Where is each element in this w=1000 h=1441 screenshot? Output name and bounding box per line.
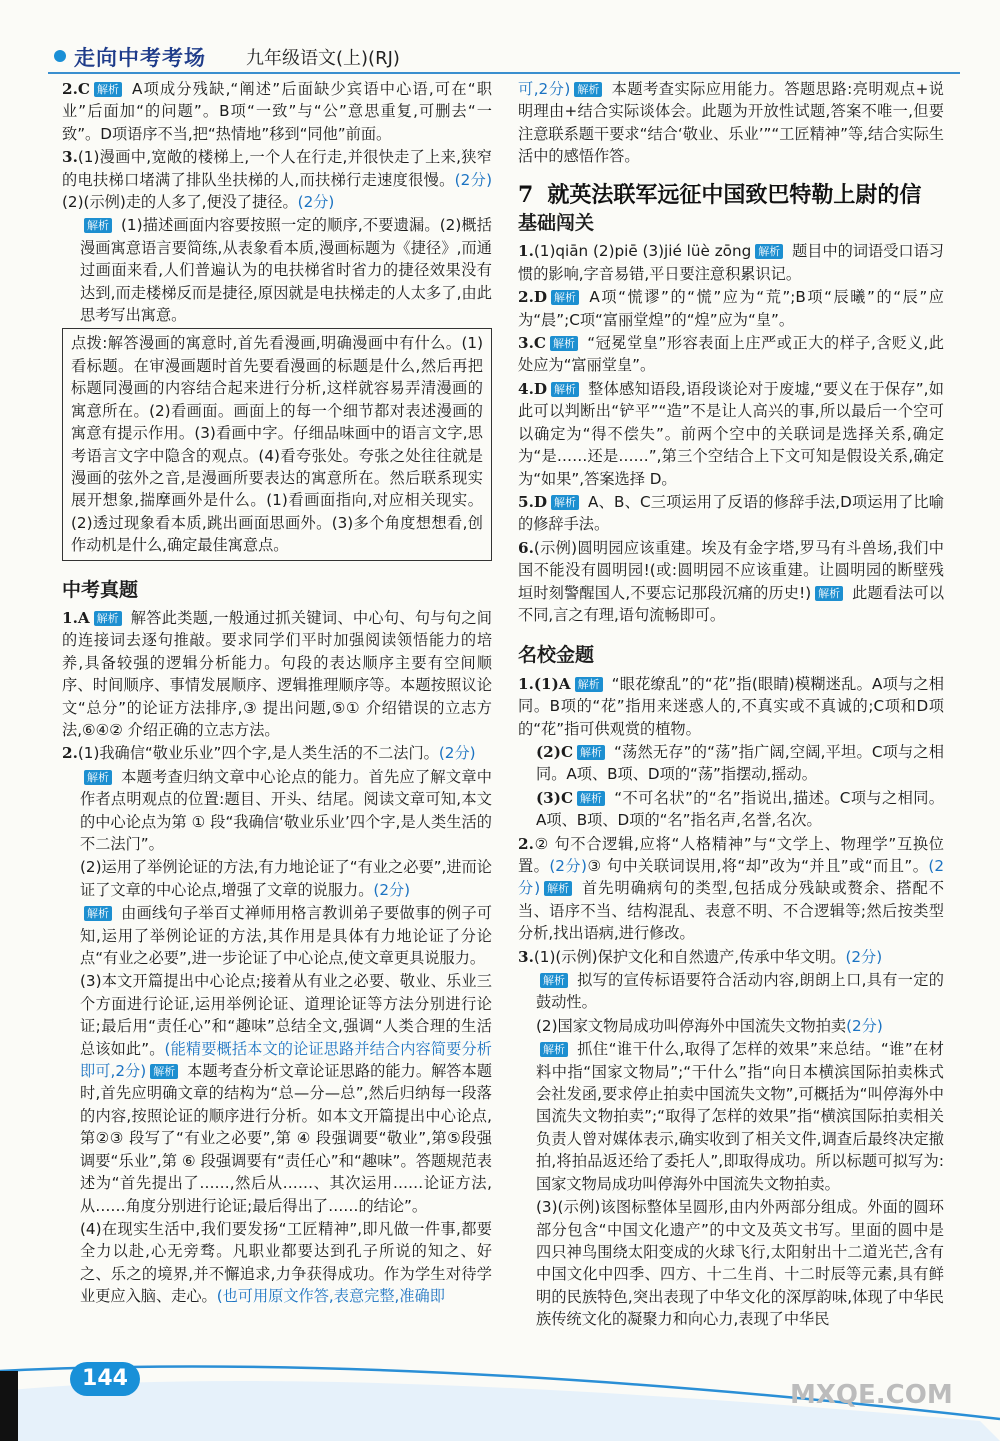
answer-item: (3)C 解析 “不可名状”的“名”指说出,描述。C项与之相同。A项、B项、D项的“名”指名声,名誉,名次。 (536, 788, 944, 830)
analysis-tag: 解析 (94, 82, 122, 97)
watermark: MXQE.COM (790, 1380, 953, 1410)
analysis-tag: 解析 (84, 906, 112, 921)
answer-item: (4)在现实生活中,我们要发扬“工匠精神”,即凡做一件事,都要全力以赴,心无旁骛。凡职业都要达到孔子所说的知之、好之、乐之的境界,并不懈追求,力争获得成功。作为学生对待学业更应入脑、走心。(也可用原文作答,表意完整,准确即 (80, 1219, 492, 1306)
book-subtitle: 九年级语文(上)(RJ) (246, 48, 400, 69)
analysis-tag: 解析 (150, 1064, 178, 1079)
analysis-tag: 解析 (551, 382, 579, 397)
answer-item: (2)运用了举例论证的方法,有力地论证了“有业之必要”,进而论证了文章的中心论点,增强了文章的说服力。(2分) (80, 858, 492, 899)
analysis-tag: 解析 (551, 290, 579, 305)
chapter-title: 7 就英法联军远征中国致巴特勒上尉的信 (518, 181, 922, 208)
analysis-tag: 解析 (84, 770, 112, 785)
analysis-paragraph: 解析 本题考查归纳文章中心论点的能力。首先应了解文章中作者点明观点的位置:题目、开头、结尾。阅读文章可知,本文的中心论点为第 ① 段“我确信‘敬业乐业’四个字,是人类生活的不二法门”。 (80, 767, 492, 853)
analysis-tag: 解析 (84, 218, 112, 233)
analysis-paragraph: 解析 抓住“谁干什么,取得了怎样的效果”来总结。“谁”在材料中指“国家文物局”;“干什么”指“向日本横滨国际拍卖株式会社发函,要求停止拍卖中国流失文物”,可概括为“叫停海外中国流失文物拍卖”;“取得了怎样的效果”指“横滨国际拍卖相关负责人曾对媒体表示,确实收到了相关文件,调查后最终决定撤拍,将拍品返还给了委托人”,即取得成功。所以标题可拟写为:国家文物局成功叫停海外中国流失文物拍卖。 (536, 1040, 944, 1193)
left-column (62, 78, 492, 1309)
analysis-paragraph: 解析 (1)描述画面内容要按照一定的顺序,不要遗漏。(2)概括漫画寓意语言要简练,从表象看本质,漫画标题为《捷径》,而通过画面来看,人们普遍认为的电扶梯省时省力的捷径效果没有达到,而走楼梯反而是捷径,原因就是电扶梯走的人太多了,由此思考写出寓意。 (80, 216, 492, 325)
analysis-paragraph: 解析 由画线句子举百丈禅师用格言教训弟子要做事的例子可知,运用了举例论证的方法,其作用是具体有力地论证了分论点“有业之必要”,进一步论证了中心论点,使文章更具说服力。 (80, 904, 492, 968)
answer-item: 6.(示例)圆明园应该重建。埃及有金字塔,罗马有斗兽场,我们中国不能没有圆明园!(或:圆明园不应该重建。让圆明园的断壁残垣时刻警醒国人,不要忘记那段沉痛的历史!) 解析 此题看法可以不同,言之有理,语句流畅即可。 (518, 538, 945, 624)
analysis-tag: 解析 (815, 586, 843, 601)
answer-item: 2.C 解析 A项成分残缺,“阐述”后面缺少宾语中心语,可在“职业”后面加“的问题”。B项“一致”与“公”意思重复,可删去“一致”。D项语序不当,把“热情地”移到“同他”前面。 (62, 80, 492, 143)
answer-item: 3.C 解析 “冠冕堂皇”形容表面上庄严或正大的样子,含贬义,此处应为“富丽堂皇”。 (518, 334, 944, 375)
analysis-tag: 解析 (574, 82, 602, 97)
analysis-tag: 解析 (577, 745, 605, 760)
answer-item: 2.(1)我确信“敬业乐业”四个字,是人类生活的不二法门。(2分) (62, 744, 476, 763)
analysis-tag: 解析 (550, 336, 578, 351)
answer-item: 1.(1)qiān (2)piē (3)jié lüè zōng 解析 题目中的词语受口语习惯的影响,字音易错,平日要注意积累识记。 (518, 242, 944, 283)
book-brand: 走向中考考场 (74, 45, 206, 70)
page-header (48, 40, 960, 68)
header-divider (48, 72, 960, 74)
page-edge (0, 1371, 18, 1441)
footer-decoration (0, 1301, 1000, 1441)
answer-item: 3.(1)(示例)保护文化和自然遗产,传承中华文明。(2分) (518, 947, 883, 966)
analysis-paragraph: 解析 拟写的宣传标语要符合活动内容,朗朗上口,具有一定的鼓动性。 (536, 971, 944, 1012)
analysis-tag: 解析 (577, 791, 605, 806)
analysis-tag: 解析 (551, 495, 579, 510)
analysis-tag: 解析 (94, 611, 122, 626)
page-number: 144 (70, 1362, 140, 1396)
answer-item: (3)(示例)该图标整体呈圆形,由内外两部分组成。外面的圆环部分包含“中国文化遗产”的中文及英文书写。里面的圆中是四只神鸟围绕太阳变成的火球飞行,太阳射出十二道光芒,含有中国文化中四季、四方、十二生肖、十二时辰等元素,具有鲜明的民族特色,突出表现了中华文化的深厚韵味,体现了中华民族传统文化的凝聚力和向心力,表现了中华民 (536, 1198, 944, 1329)
tip-box: 点拨:解答漫画的寓意时,首先看漫画,明确漫画中有什么。(1)看标题。在审漫画题时首先要看漫画的标题是什么,然后再把标题同漫画的内容结合起来进行分析,这样就容易弄清漫画的寓意所在。(2)看画面。画面上的每一个细节都对表述漫画的寓意有提示作用。(3)看画中字。仔细品味画中的语言文字,思考语言文字中隐含的观点。(4)看夸张处。夸张之处往往就是漫画的弦外之音,是漫画所要表达的寓意所在。然后联系现实展开想象,揣摩画外是什么。(1)看画面指向,对应相关现实。(2)透过现象看本质,跳出画面思画外。(3)多个角度想想看,创作动机是什么,确定最佳寓意点。 (62, 328, 492, 560)
section-heading: 中考真题 (62, 578, 139, 601)
analysis-tag: 解析 (544, 881, 572, 896)
answer-item: 1.A 解析 解答此类题,一般通过抓关键词、中心句、句与句之间的连接词去逐句推敲。要求同学们平时加强阅读领悟能力的培养,具备较强的逻辑分析能力。句段的表达顺序主要有空间顺序、时间顺序、事情发展顺序、逻辑推理顺序等。本题按照议论文“总分”的论证方法排序,③ 提出问题,⑤① 介绍错误的立志方法,⑥④② 介绍正确的立志方法。 (62, 608, 492, 739)
analysis-tag: 解析 (575, 677, 603, 692)
section-heading: 名校金题 (518, 644, 595, 667)
right-column (518, 78, 944, 1332)
answer-item: 2.② 句不合逻辑,应将“人格精神”与“文学上、物理学”互换位置。(2分)③ 句中关联词误用,将“却”改为“并且”或“而且”。(2分) 解析 首先明确病句的类型,包括成分残缺或赘余、搭配不当、语序不当、结构混乱、表意不明、不合逻辑等;然后按类型分析,找出语病,进行修改。 (518, 834, 945, 943)
answer-item: 2.D 解析 A项“慌谬”的“慌”应为“荒”;B项“辰曦”的“辰”应为“晨”;C项“富丽堂煌”的“煌”应为“皇”。 (518, 288, 944, 329)
analysis-tag: 解析 (540, 973, 568, 988)
answer-item: 1.(1)A 解析 “眼花缭乱”的“花”指(眼睛)模糊迷乱。A项与之相同。B项的“花”指用来迷惑人的,不真实或不真诚的;C项和D项的“花”指可供观赏的植物。 (518, 674, 944, 738)
answer-item: 4.D 解析 整体感知语段,语段谈论对于废墟,“要义在于保存”,如此可以判断出“铲平”“造”不是让人高兴的事,所以最后一个空可以确定为“得不偿失”。前两个空中的关联词是选择关系,确定为“是……还是……”,第三个空结合上下文可知是假设关系,确定为“如果”,答案选择 D。 (518, 379, 944, 488)
analysis-paragraph: 可,2分) 解析 本题考查实际应用能力。答题思路:亮明观点+说明理由+结合实际谈体会。此题为开放性试题,答案不唯一,但要注意联系题干要求“结合‘敬业、乐业’”“工匠精神”等,结合实际生活中的感悟作答。 (518, 80, 944, 166)
analysis-tag: 解析 (755, 244, 783, 259)
answer-item: 5.D 解析 A、B、C三项运用了反语的修辞手法,D项运用了比喻的修辞手法。 (518, 492, 944, 534)
answer-item: (2)C 解析 “荡然无存”的“荡”指广阔,空阔,平坦。C项与之相同。A项、B项、D项的“荡”指摆动,摇动。 (536, 742, 944, 784)
analysis-tag: 解析 (540, 1042, 568, 1057)
bullet-icon (54, 50, 66, 62)
answer-item: 3.(1)漫画中,宽敞的楼梯上,一个人在行走,并很快走了上来,狭窄的电扶梯口堵满了排队坐扶梯的人,而扶梯行走速度很慢。(2分) (2)(示例)走的人多了,便没了捷径。(2分) (62, 148, 492, 212)
answer-item: (3)本文开篇提出中心论点;接着从有业之必要、敬业、乐业三个方面进行论证,运用举例论证、道理论证等方法分别进行论证;最后用“责任心”和“趣味”总结全文,强调“人类合理的生活总该如此”。(能精要概括本文的论证思路并结合内容简要分析即可,2分) 解析 本题考查分析文章论证思路的能力。解答本题时,首先应明确文章的结构为“总—分—总”,然后归纳每一段落的内容,按照论证的顺序进行分析。如本文开篇提出中心论点,第②③ 段写了“有业之必要”,第 ④ 段强调要“敬业”,第⑤段强调要“乐业”,第 ⑥ 段强调要有“责任心”和“趣味”。答题规范表述为“首先提出了……,然后从……、其次运用……论证方法,从……角度分别进行论证;最后得出了……的结论”。 (80, 972, 492, 1215)
answer-item: (2)国家文物局成功叫停海外中国流失文物拍卖(2分) (536, 1016, 883, 1035)
section-heading: 基础闯关 (518, 212, 595, 235)
